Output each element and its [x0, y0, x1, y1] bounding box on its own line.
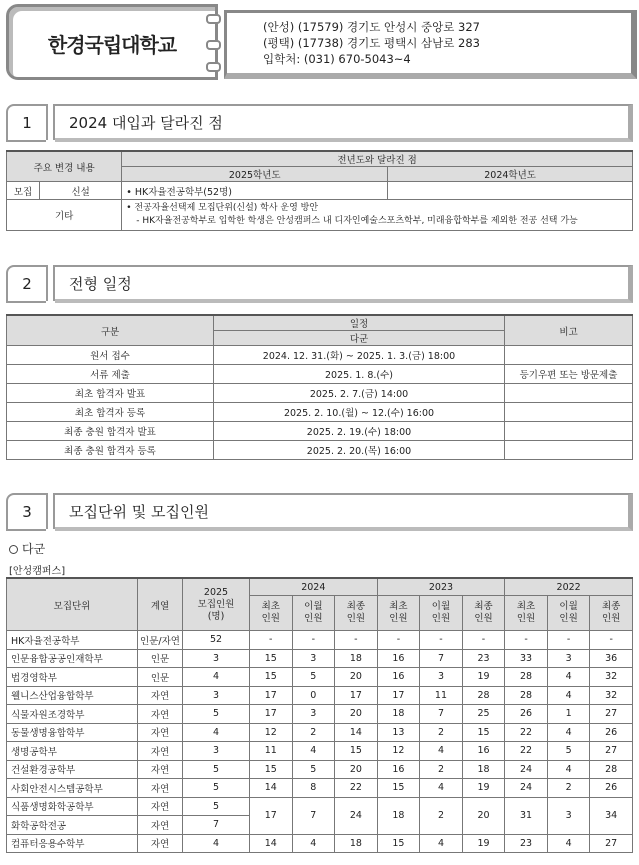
- cell: 36: [590, 649, 633, 668]
- cell: 컴퓨터응용수학부: [7, 834, 138, 853]
- cell: 15: [462, 723, 505, 742]
- cell: 20: [335, 668, 378, 687]
- cell: 52: [183, 631, 250, 650]
- cell: 5: [547, 742, 590, 761]
- cell: 식물자원조경학부: [7, 705, 138, 724]
- university-title-box: [6, 4, 218, 80]
- cell: 5: [292, 668, 335, 687]
- cell: 최종 충원 합격자 등록: [7, 441, 214, 460]
- cell: 23: [462, 649, 505, 668]
- header-cell: 2022: [505, 578, 633, 596]
- table-row: [7, 705, 633, 724]
- cell: 2025. 2. 20.(목) 16:00: [214, 441, 505, 460]
- cell: 웰니스산업융합학부: [7, 686, 138, 705]
- cell: 14: [250, 834, 293, 853]
- cell: 5: [183, 705, 250, 724]
- section-number: 2: [6, 265, 46, 303]
- cell: -: [590, 631, 633, 650]
- table-row: [7, 631, 633, 650]
- header-text: 인원: [389, 613, 408, 624]
- header-cell: 일정: [214, 315, 505, 331]
- cell: 인문: [138, 668, 183, 687]
- cell: 24: [505, 779, 548, 798]
- cell: 자연: [138, 779, 183, 798]
- cell: 20: [335, 760, 378, 779]
- address-line: (평택) (17738) 경기도 평택시 삼남로 283: [263, 36, 480, 50]
- cell: 0: [292, 686, 335, 705]
- cell: 1: [547, 705, 590, 724]
- cell: 22: [505, 742, 548, 761]
- cell: 7: [420, 705, 463, 724]
- quota-table: [6, 577, 633, 853]
- section-number: 1: [6, 104, 46, 142]
- cell: 17: [377, 686, 420, 705]
- cell: 32: [590, 668, 633, 687]
- cell: 16: [462, 742, 505, 761]
- cell: 2: [420, 760, 463, 779]
- table-row: [7, 403, 633, 422]
- ring-decoration: [206, 40, 221, 50]
- cell: 기타: [7, 200, 122, 231]
- cell: 28: [505, 686, 548, 705]
- campus-label: [안성캠퍼스]: [9, 566, 66, 577]
- cell: 17: [335, 686, 378, 705]
- header-cell: 2025학년도: [122, 167, 388, 182]
- cell: 26: [590, 779, 633, 798]
- note-line: • 전공자율선택제 모집단위(신설) 학사 운영 방안: [126, 203, 319, 213]
- cell: 신설: [40, 182, 122, 200]
- cell: 33: [505, 649, 548, 668]
- header-cell: 모집단위: [7, 578, 138, 631]
- header-cell: [335, 596, 378, 631]
- cell: 3: [183, 742, 250, 761]
- table-row: [7, 668, 633, 687]
- cell: 27: [590, 742, 633, 761]
- cell: 3: [420, 668, 463, 687]
- header-cell: [250, 596, 293, 631]
- header-text: 이월: [431, 601, 451, 612]
- header-text: 인원: [261, 613, 280, 624]
- cell: 인문/자연: [138, 631, 183, 650]
- header-cell: [377, 596, 420, 631]
- address-line: (안성) (17579) 경기도 안성시 중앙로 327: [263, 20, 480, 34]
- cell: 자연: [138, 742, 183, 761]
- cell: 2025. 2. 7.(금) 14:00: [214, 384, 505, 403]
- cell: 16: [377, 649, 420, 668]
- cell: 4: [547, 686, 590, 705]
- table-row: [7, 649, 633, 668]
- header-cell: 비고: [505, 315, 633, 346]
- cell: 3: [547, 797, 590, 834]
- cell: 11: [420, 686, 463, 705]
- cell: 18: [377, 797, 420, 834]
- cell: 최초 합격자 발표: [7, 384, 214, 403]
- header-text: 최초: [261, 601, 280, 612]
- cell: 7: [292, 797, 335, 834]
- cell: 4: [420, 834, 463, 853]
- cell: 2: [420, 797, 463, 834]
- cell: 원서 접수: [7, 346, 214, 365]
- cell: 15: [250, 668, 293, 687]
- header-text: 인원: [346, 613, 366, 624]
- cell: 2: [420, 723, 463, 742]
- header-text: 최종: [346, 601, 366, 612]
- header-text: 최종: [474, 601, 493, 612]
- university-name: 한경국립대학교: [47, 33, 177, 57]
- divider: [46, 493, 55, 529]
- cell: [122, 200, 633, 231]
- table-row: [7, 760, 633, 779]
- cell: 4: [292, 742, 335, 761]
- cell: 3: [292, 705, 335, 724]
- cell: 4: [292, 834, 335, 853]
- cell: 4: [420, 742, 463, 761]
- cell: 4: [183, 723, 250, 742]
- header-text: 인원: [602, 613, 621, 624]
- address-line: 입학처: (031) 670-5043~4: [263, 52, 411, 66]
- header-cell: [292, 596, 335, 631]
- cell: 26: [505, 705, 548, 724]
- cell: 13: [377, 723, 420, 742]
- cell: -: [547, 631, 590, 650]
- cell: 17: [250, 705, 293, 724]
- cell: 5: [292, 760, 335, 779]
- cell: 15: [335, 742, 378, 761]
- cell: 최종 충원 합격자 발표: [7, 422, 214, 441]
- header-cell: 다군: [214, 331, 505, 346]
- table-row: [7, 384, 633, 403]
- note-line: - HK자율전공학부로 입학한 학생은 안성캠퍼스 내 디자인예술스포츠학부, 미래융합학부를 제외한 전공 선택 가능: [136, 216, 578, 226]
- cell: 3: [547, 649, 590, 668]
- cell: 동물생명융합학부: [7, 723, 138, 742]
- cell: 3: [183, 686, 250, 705]
- cell: 2024. 12. 31.(화) ~ 2025. 1. 3.(금) 18:00: [214, 346, 505, 365]
- cell: 모집: [7, 182, 40, 200]
- cell: 7: [183, 816, 250, 835]
- cell: 34: [590, 797, 633, 834]
- schedule-table: [6, 314, 633, 460]
- cell: 19: [462, 779, 505, 798]
- cell: 17: [250, 686, 293, 705]
- cell: 2025. 2. 10.(월) ~ 12.(수) 16:00: [214, 403, 505, 422]
- cell: [505, 422, 633, 441]
- divider: [46, 104, 55, 140]
- section-heading-2: [6, 265, 633, 299]
- cell: 17: [250, 797, 293, 834]
- ring-decoration: [206, 14, 221, 24]
- cell: 31: [505, 797, 548, 834]
- cell: 4: [420, 779, 463, 798]
- cell: 15: [250, 760, 293, 779]
- cell: -: [377, 631, 420, 650]
- header-text: 인원: [431, 613, 451, 624]
- cell: 15: [250, 649, 293, 668]
- cell: 18: [335, 834, 378, 853]
- cell: 자연: [138, 834, 183, 853]
- cell: 23: [505, 834, 548, 853]
- cell: -: [250, 631, 293, 650]
- header-text: 인원: [474, 613, 493, 624]
- cell: 22: [505, 723, 548, 742]
- header-cell: 2024학년도: [388, 167, 633, 182]
- group-label: [9, 540, 45, 557]
- cell: 화학공학전공: [7, 816, 138, 835]
- cell: 인문: [138, 649, 183, 668]
- cell: 16: [377, 760, 420, 779]
- table-row: [7, 797, 633, 816]
- divider: [46, 265, 55, 301]
- table-row: [7, 346, 633, 365]
- cell: 3: [183, 649, 250, 668]
- cell: • HK자율전공학부(52명): [122, 182, 388, 200]
- header-cell: [547, 596, 590, 631]
- cell: 자연: [138, 797, 183, 816]
- cell: 32: [590, 686, 633, 705]
- cell: 4: [547, 760, 590, 779]
- circle-icon: [9, 545, 18, 554]
- header: [6, 4, 633, 78]
- cell: 3: [292, 649, 335, 668]
- table-row: [7, 779, 633, 798]
- group-text: 다군: [22, 542, 46, 556]
- header-text: 인원: [559, 613, 578, 624]
- cell: 2: [292, 723, 335, 742]
- cell: 건설환경공학부: [7, 760, 138, 779]
- cell: 18: [462, 760, 505, 779]
- cell: 18: [335, 649, 378, 668]
- cell: 7: [420, 649, 463, 668]
- cell: 2025. 2. 19.(수) 18:00: [214, 422, 505, 441]
- cell: 28: [590, 760, 633, 779]
- header-cell: 계열: [138, 578, 183, 631]
- cell: 자연: [138, 705, 183, 724]
- cell: 20: [462, 797, 505, 834]
- cell: 12: [250, 723, 293, 742]
- address-box: [224, 10, 637, 79]
- cell: 20: [335, 705, 378, 724]
- header-text: 최종: [602, 601, 621, 612]
- cell: 14: [250, 779, 293, 798]
- cell: 5: [183, 797, 250, 816]
- cell: -: [292, 631, 335, 650]
- cell: 식품생명화학공학부: [7, 797, 138, 816]
- cell: [505, 384, 633, 403]
- cell: 27: [590, 705, 633, 724]
- header-text: 최초: [389, 601, 408, 612]
- header-text: 이월: [559, 601, 578, 612]
- cell: 28: [505, 668, 548, 687]
- header-cell: [505, 596, 548, 631]
- cell: 4: [547, 834, 590, 853]
- cell: 4: [183, 668, 250, 687]
- cell: 최초 합격자 등록: [7, 403, 214, 422]
- cell: -: [462, 631, 505, 650]
- cell: [505, 403, 633, 422]
- cell: 11: [250, 742, 293, 761]
- header-text: 모집인원: [197, 598, 235, 610]
- ring-decoration: [206, 62, 221, 72]
- cell: 5: [183, 760, 250, 779]
- cell: 자연: [138, 723, 183, 742]
- cell: 자연: [138, 816, 183, 835]
- table-row: [7, 723, 633, 742]
- cell: 4: [183, 834, 250, 853]
- section-title: 전형 일정: [55, 265, 633, 303]
- table-row: [7, 834, 633, 853]
- section-title: 모집단위 및 모집인원: [55, 493, 633, 531]
- cell: [505, 346, 633, 365]
- table-row: [7, 422, 633, 441]
- cell: 4: [547, 668, 590, 687]
- cell: -: [335, 631, 378, 650]
- cell: 18: [377, 705, 420, 724]
- section-title: 2024 대입과 달라진 점: [55, 104, 633, 142]
- cell: 8: [292, 779, 335, 798]
- cell: 15: [377, 834, 420, 853]
- table-row: [7, 742, 633, 761]
- cell: 생명공학부: [7, 742, 138, 761]
- cell: 28: [462, 686, 505, 705]
- header-cell: [590, 596, 633, 631]
- cell: 4: [547, 723, 590, 742]
- table-row: [7, 441, 633, 460]
- cell: 자연: [138, 686, 183, 705]
- cell: 27: [590, 834, 633, 853]
- cell: [505, 441, 633, 460]
- header-text: 인원: [304, 613, 323, 624]
- cell: [388, 182, 633, 200]
- cell: 19: [462, 668, 505, 687]
- header-cell: 2024: [250, 578, 378, 596]
- cell: 5: [183, 779, 250, 798]
- section-heading-3: [6, 493, 633, 527]
- cell: HK자율전공학부: [7, 631, 138, 650]
- cell: 24: [335, 797, 378, 834]
- cell: 22: [335, 779, 378, 798]
- cell: 25: [462, 705, 505, 724]
- cell: 사회안전시스템공학부: [7, 779, 138, 798]
- cell: 26: [590, 723, 633, 742]
- header-cell: [420, 596, 463, 631]
- cell: 19: [462, 834, 505, 853]
- cell: -: [420, 631, 463, 650]
- cell: 15: [377, 779, 420, 798]
- header-cell: 주요 변경 내용: [7, 151, 122, 182]
- section-heading-1: [6, 104, 633, 138]
- cell: 14: [335, 723, 378, 742]
- table-row: [7, 686, 633, 705]
- cell: 등기우편 또는 방문제출: [505, 365, 633, 384]
- header-text: 인원: [516, 613, 536, 624]
- cell: 24: [505, 760, 548, 779]
- header-cell: [462, 596, 505, 631]
- header-cell: 전년도와 달라진 점: [122, 151, 633, 167]
- cell: 법경영학부: [7, 668, 138, 687]
- header-cell: 2023: [377, 578, 505, 596]
- cell: 인문융합공공인재학부: [7, 649, 138, 668]
- header-text: 이월: [304, 601, 323, 612]
- cell: 12: [377, 742, 420, 761]
- header-text: 2025: [203, 586, 229, 598]
- header-cell: 구분: [7, 315, 214, 346]
- cell: 2: [547, 779, 590, 798]
- changes-table: [6, 150, 633, 231]
- cell: 16: [377, 668, 420, 687]
- cell: 서류 제출: [7, 365, 214, 384]
- header-cell: [183, 578, 250, 631]
- header-text: 최초: [516, 601, 536, 612]
- cell: 자연: [138, 760, 183, 779]
- table-row: [7, 365, 633, 384]
- cell: 2025. 1. 8.(수): [214, 365, 505, 384]
- header-text: (명): [207, 610, 225, 622]
- section-number: 3: [6, 493, 46, 531]
- cell: -: [505, 631, 548, 650]
